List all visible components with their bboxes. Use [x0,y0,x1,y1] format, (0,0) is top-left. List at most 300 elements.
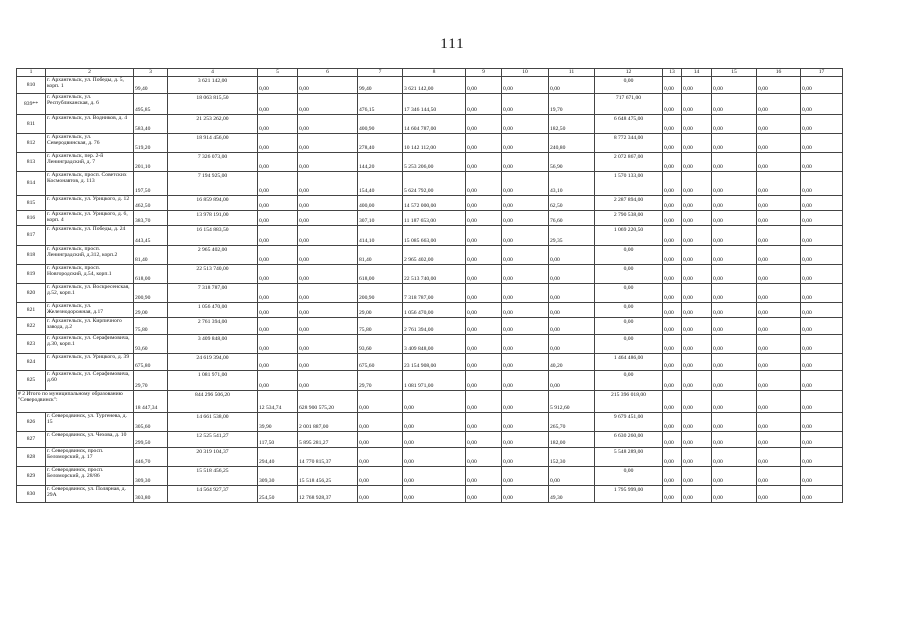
table-row [17,226,843,246]
value-cell-col-17: 0,00 [801,265,843,284]
value-cell-col-10: 0,00 [502,77,549,94]
value-cell-col-3: 675,80 [134,354,168,371]
value-cell-col-6: 0,00 [298,94,358,115]
value-cell-col-16: 0,00 [757,226,801,246]
value-cell-col-13: 0,00 [663,134,682,153]
value-cell-col-16: 0,00 [757,391,801,413]
value-cell-col-8: 1 081 971,00 [403,371,466,391]
column-header: 8 [403,69,466,77]
value-cell-col-4: 7 326 073,00 [168,153,258,172]
value-cell-col-13: 0,00 [663,318,682,335]
row-index: 820 [17,284,46,303]
value-cell-col-15: 0,00 [712,94,757,115]
value-cell-col-6: 0,00 [298,284,358,303]
value-cell-col-14: 0,00 [682,94,712,115]
value-cell-col-16: 0,00 [757,432,801,448]
value-cell-col-14: 0,00 [682,284,712,303]
value-cell-col-11: 0,00 [549,284,595,303]
value-cell-col-16: 0,00 [757,211,801,226]
value-cell-col-9: 0,00 [466,371,502,391]
row-index: 822 [17,318,46,335]
value-cell-col-12: 6 648 475,00 [595,115,663,134]
value-cell-col-10: 0,00 [502,246,549,265]
value-cell-col-6: 0,00 [298,335,358,354]
value-cell-col-9: 0,00 [466,467,502,486]
address-cell: г. Архангельск, ул. Республиканская, д. 6 [46,94,134,115]
value-cell-col-5: 0,00 [258,371,298,391]
value-cell-col-9: 0,00 [466,265,502,284]
value-cell-col-6: 14 770 815,37 [298,448,358,467]
table-row [17,448,843,467]
value-cell-col-7: 75,80 [358,318,403,335]
value-cell-col-3: 446,70 [134,448,168,467]
value-cell-col-7: 414,10 [358,226,403,246]
value-cell-col-16: 0,00 [757,448,801,467]
column-header: 15 [712,69,757,77]
value-cell-col-8: 17 346 144,50 [403,94,466,115]
value-cell-col-7: 0,00 [358,413,403,432]
value-cell-col-12: 0,00 [595,467,663,486]
row-index: 829 [17,467,46,486]
value-cell-col-15: 0,00 [712,77,757,94]
value-cell-col-16: 0,00 [757,413,801,432]
value-cell-col-15: 0,00 [712,196,757,211]
value-cell-col-14: 0,00 [682,172,712,196]
table-row [17,432,843,448]
page-number: 111 [440,36,465,52]
value-cell-col-11: 240,80 [549,134,595,153]
value-cell-col-3: 495,85 [134,94,168,115]
value-cell-col-5: 0,00 [258,318,298,335]
value-cell-col-13: 0,00 [663,467,682,486]
value-cell-col-10: 0,00 [502,486,549,503]
value-cell-col-14: 0,00 [682,115,712,134]
value-cell-col-11: 43,10 [549,172,595,196]
value-cell-col-10: 0,00 [502,172,549,196]
value-cell-col-14: 0,00 [682,448,712,467]
value-cell-col-15: 0,00 [712,211,757,226]
value-cell-col-13: 0,00 [663,211,682,226]
value-cell-col-8: 1 056 470,00 [403,303,466,318]
table-row [17,77,843,94]
value-cell-col-11: 76,60 [549,211,595,226]
value-cell-col-13: 0,00 [663,246,682,265]
value-cell-col-12: 0,00 [595,371,663,391]
value-cell-col-3: 197,50 [134,172,168,196]
value-cell-col-7: 0,00 [358,432,403,448]
value-cell-col-10: 0,00 [502,284,549,303]
value-cell-col-9: 0,00 [466,226,502,246]
table-row [17,354,843,371]
total-label: # 2 Итого по муниципальному образованию "Северодвинск": [17,391,134,413]
value-cell-col-3: 18 447,34 [134,391,168,413]
row-index: 816 [17,211,46,226]
value-cell-col-14: 0,00 [682,303,712,318]
value-cell-col-15: 0,00 [712,391,757,413]
value-cell-col-12: 0,00 [595,246,663,265]
value-cell-col-6: 628 900 575,20 [298,391,358,413]
address-cell: г. Архангельск, просп. Советских Космонавтов, д. 113 [46,172,134,196]
value-cell-col-13: 0,00 [663,354,682,371]
value-cell-col-7: 93,60 [358,335,403,354]
housing-program-table [16,68,843,503]
row-index: 814 [17,172,46,196]
value-cell-col-5: 254,50 [258,486,298,503]
value-cell-col-16: 0,00 [757,172,801,196]
value-cell-col-17: 0,00 [801,486,843,503]
row-index: 815 [17,196,46,211]
value-cell-col-4: 18 914 456,00 [168,134,258,153]
column-header: 10 [502,69,549,77]
value-cell-col-9: 0,00 [466,94,502,115]
value-cell-col-5: 0,00 [258,77,298,94]
value-cell-col-16: 0,00 [757,371,801,391]
row-index: 823 [17,335,46,354]
value-cell-col-12: 9 679 451,00 [595,413,663,432]
value-cell-col-13: 0,00 [663,265,682,284]
value-cell-col-12: 0,00 [595,77,663,94]
column-header: 2 [46,69,134,77]
value-cell-col-17: 0,00 [801,467,843,486]
value-cell-col-17: 0,00 [801,153,843,172]
column-header: 13 [663,69,682,77]
table-row [17,246,843,265]
row-index: 811 [17,115,46,134]
value-cell-col-3: 99,40 [134,77,168,94]
value-cell-col-4: 2 965 402,00 [168,246,258,265]
value-cell-col-3: 309,30 [134,467,168,486]
value-cell-col-4: 1 056 470,00 [168,303,258,318]
value-cell-col-15: 0,00 [712,226,757,246]
value-cell-col-10: 0,00 [502,153,549,172]
value-cell-col-10: 0,00 [502,467,549,486]
address-cell: г. Северодвинск, ул. Чехова, д. 10 [46,432,134,448]
value-cell-col-10: 0,00 [502,211,549,226]
value-cell-col-13: 0,00 [663,77,682,94]
value-cell-col-3: 462,50 [134,196,168,211]
value-cell-col-3: 200,90 [134,284,168,303]
address-cell: г. Архангельск, ул. Серафимовича, д.30, корп.1 [46,335,134,354]
value-cell-col-14: 0,00 [682,467,712,486]
value-cell-col-7: 0,00 [358,486,403,503]
value-cell-col-15: 0,00 [712,354,757,371]
value-cell-col-11: 0,00 [549,246,595,265]
address-cell: г. Северодвинск, ул. Полярная, д. 29А [46,486,134,503]
column-header: 5 [258,69,298,77]
value-cell-col-12: 215 396 018,00 [595,391,663,413]
value-cell-col-9: 0,00 [466,211,502,226]
value-cell-col-6: 0,00 [298,226,358,246]
value-cell-col-14: 0,00 [682,486,712,503]
value-cell-col-15: 0,00 [712,284,757,303]
value-cell-col-10: 0,00 [502,371,549,391]
value-cell-col-12: 5 548 289,00 [595,448,663,467]
value-cell-col-6: 0,00 [298,318,358,335]
address-cell: г. Архангельск, ул. Северодвинская, д. 76 [46,134,134,153]
value-cell-col-9: 0,00 [466,486,502,503]
column-header: 1 [17,69,46,77]
value-cell-col-4: 15 518 456,25 [168,467,258,486]
row-index: 818 [17,246,46,265]
value-cell-col-13: 0,00 [663,371,682,391]
row-index: 830 [17,486,46,503]
value-cell-col-4: 13 978 191,00 [168,211,258,226]
value-cell-col-13: 0,00 [663,284,682,303]
value-cell-col-4: 3 409 848,00 [168,335,258,354]
address-cell: г. Архангельск, ул. Победы, д. 5, корп. 1 [46,77,134,94]
value-cell-col-8: 0,00 [403,413,466,432]
value-cell-col-16: 0,00 [757,77,801,94]
value-cell-col-11: 29,35 [549,226,595,246]
value-cell-col-12: 717 671,00 [595,94,663,115]
value-cell-col-14: 0,00 [682,196,712,211]
value-cell-col-14: 0,00 [682,413,712,432]
value-cell-col-16: 0,00 [757,335,801,354]
table-row [17,94,843,115]
value-cell-col-11: 0,00 [549,467,595,486]
row-index: 817 [17,226,46,246]
value-cell-col-4: 844 296 506,20 [168,391,258,413]
value-cell-col-16: 0,00 [757,94,801,115]
value-cell-col-14: 0,00 [682,265,712,284]
value-cell-col-12: 0,00 [595,284,663,303]
value-cell-col-4: 16 859 894,00 [168,196,258,211]
address-cell: г. Архангельск, пер. 2-й Ленинградский, д. 7 [46,153,134,172]
value-cell-col-13: 0,00 [663,432,682,448]
column-header: 4 [168,69,258,77]
table-row [17,265,843,284]
value-cell-col-11: 0,00 [549,371,595,391]
value-cell-col-17: 0,00 [801,335,843,354]
value-cell-col-12: 0,00 [595,303,663,318]
value-cell-col-11: 0,00 [549,77,595,94]
value-cell-col-12: 8 772 344,00 [595,134,663,153]
value-cell-col-11: 19,70 [549,94,595,115]
value-cell-col-7: 0,00 [358,448,403,467]
total-row [17,391,843,413]
value-cell-col-4: 2 761 394,00 [168,318,258,335]
value-cell-col-9: 0,00 [466,448,502,467]
value-cell-col-6: 0,00 [298,115,358,134]
value-cell-col-6: 5 895 281,27 [298,432,358,448]
value-cell-col-17: 0,00 [801,284,843,303]
value-cell-col-15: 0,00 [712,371,757,391]
value-cell-col-12: 6 630 260,00 [595,432,663,448]
column-header: 6 [298,69,358,77]
value-cell-col-6: 0,00 [298,196,358,211]
value-cell-col-12: 2 287 894,00 [595,196,663,211]
address-cell: г. Архангельск, ул. Урицкого, д. 12 [46,196,134,211]
value-cell-col-14: 0,00 [682,371,712,391]
value-cell-col-16: 0,00 [757,115,801,134]
value-cell-col-8: 11 187 653,00 [403,211,466,226]
address-cell: г. Архангельск, просп. Ленинградский, д.312, корп.2 [46,246,134,265]
table-row [17,211,843,226]
value-cell-col-17: 0,00 [801,318,843,335]
value-cell-col-13: 0,00 [663,172,682,196]
value-cell-col-10: 0,00 [502,265,549,284]
value-cell-col-10: 0,00 [502,196,549,211]
value-cell-col-16: 0,00 [757,153,801,172]
value-cell-col-3: 29,70 [134,371,168,391]
table-row [17,172,843,196]
column-header: 12 [595,69,663,77]
value-cell-col-9: 0,00 [466,354,502,371]
value-cell-col-13: 0,00 [663,413,682,432]
value-cell-col-8: 23 154 908,00 [403,354,466,371]
value-cell-col-17: 0,00 [801,196,843,211]
value-cell-col-12: 0,00 [595,335,663,354]
value-cell-col-11: 0,00 [549,318,595,335]
value-cell-col-7: 400,90 [358,115,403,134]
value-cell-col-9: 0,00 [466,134,502,153]
value-cell-col-9: 0,00 [466,77,502,94]
value-cell-col-10: 0,00 [502,226,549,246]
value-cell-col-5: 39,90 [258,413,298,432]
value-cell-col-15: 0,00 [712,432,757,448]
table-row [17,303,843,318]
value-cell-col-5: 117,50 [258,432,298,448]
value-cell-col-14: 0,00 [682,432,712,448]
address-cell: г. Архангельск, ул. Урицкого, д. 39 [46,354,134,371]
value-cell-col-15: 0,00 [712,246,757,265]
address-cell: г. Архангельск, ул. Водников, д. 4 [46,115,134,134]
value-cell-col-13: 0,00 [663,486,682,503]
value-cell-col-17: 0,00 [801,448,843,467]
value-cell-col-10: 0,00 [502,432,549,448]
value-cell-col-9: 0,00 [466,153,502,172]
column-header: 14 [682,69,712,77]
value-cell-col-7: 675,60 [358,354,403,371]
value-cell-col-15: 0,00 [712,335,757,354]
value-cell-col-13: 0,00 [663,448,682,467]
value-cell-col-5: 0,00 [258,246,298,265]
value-cell-col-15: 0,00 [712,115,757,134]
table-row [17,486,843,503]
value-cell-col-10: 0,00 [502,413,549,432]
value-cell-col-13: 0,00 [663,94,682,115]
value-cell-col-16: 0,00 [757,486,801,503]
value-cell-col-5: 0,00 [258,196,298,211]
value-cell-col-3: 383,70 [134,211,168,226]
value-cell-col-9: 0,00 [466,246,502,265]
value-cell-col-8: 2 761 394,00 [403,318,466,335]
value-cell-col-15: 0,00 [712,303,757,318]
value-cell-col-7: 0,00 [358,391,403,413]
value-cell-col-6: 0,00 [298,172,358,196]
value-cell-col-5: 0,00 [258,172,298,196]
value-cell-col-8: 2 965 402,00 [403,246,466,265]
value-cell-col-3: 29,00 [134,303,168,318]
value-cell-col-3: 303,80 [134,486,168,503]
value-cell-col-6: 15 518 456,25 [298,467,358,486]
value-cell-col-13: 0,00 [663,303,682,318]
table-body [17,69,843,503]
value-cell-col-9: 0,00 [466,115,502,134]
value-cell-col-14: 0,00 [682,226,712,246]
value-cell-col-7: 476,15 [358,94,403,115]
table-row [17,134,843,153]
value-cell-col-8: 5 624 792,00 [403,172,466,196]
column-header: 11 [549,69,595,77]
value-cell-col-12: 1 570 133,00 [595,172,663,196]
row-index: 813 [17,153,46,172]
value-cell-col-3: 583,40 [134,115,168,134]
value-cell-col-10: 0,00 [502,448,549,467]
value-cell-col-9: 0,00 [466,432,502,448]
table-row [17,467,843,486]
value-cell-col-6: 0,00 [298,303,358,318]
value-cell-col-12: 2 072 867,00 [595,153,663,172]
value-cell-col-3: 305,60 [134,413,168,432]
value-cell-col-10: 0,00 [502,318,549,335]
address-cell: г. Северодвинск, просп. Беломорский, д. 28/86 [46,467,134,486]
value-cell-col-11: 0,00 [549,335,595,354]
value-cell-col-6: 0,00 [298,371,358,391]
value-cell-col-9: 0,00 [466,303,502,318]
value-cell-col-9: 0,00 [466,172,502,196]
value-cell-col-5: 294,40 [258,448,298,467]
value-cell-col-10: 0,00 [502,391,549,413]
value-cell-col-12: 1 069 220,50 [595,226,663,246]
value-cell-col-13: 0,00 [663,226,682,246]
value-cell-col-14: 0,00 [682,354,712,371]
value-cell-col-17: 0,00 [801,172,843,196]
value-cell-col-10: 0,00 [502,335,549,354]
value-cell-col-15: 0,00 [712,172,757,196]
value-cell-col-17: 0,00 [801,211,843,226]
row-index: 825 [17,371,46,391]
value-cell-col-8: 3 621 142,00 [403,77,466,94]
value-cell-col-10: 0,00 [502,354,549,371]
value-cell-col-14: 0,00 [682,335,712,354]
address-cell: г. Архангельск, ул. Серафимовича, д.60 [46,371,134,391]
value-cell-col-6: 0,00 [298,211,358,226]
value-cell-col-5: 0,00 [258,153,298,172]
row-index: 828 [17,448,46,467]
value-cell-col-8: 10 142 112,00 [403,134,466,153]
value-cell-col-16: 0,00 [757,196,801,211]
column-header: 3 [134,69,168,77]
column-header: 9 [466,69,502,77]
value-cell-col-17: 0,00 [801,94,843,115]
value-cell-col-11: 56,90 [549,153,595,172]
value-cell-col-15: 0,00 [712,265,757,284]
value-cell-col-17: 0,00 [801,246,843,265]
value-cell-col-8: 0,00 [403,432,466,448]
value-cell-col-7: 144,20 [358,153,403,172]
value-cell-col-3: 618,00 [134,265,168,284]
address-cell: г. Архангельск, ул. Воскресенская, д.52, корп.1 [46,284,134,303]
value-cell-col-17: 0,00 [801,371,843,391]
value-cell-col-15: 0,00 [712,153,757,172]
value-cell-col-17: 0,00 [801,134,843,153]
row-index: 824 [17,354,46,371]
value-cell-col-3: 201,10 [134,153,168,172]
value-cell-col-11: 49,30 [549,486,595,503]
value-cell-col-6: 0,00 [298,265,358,284]
value-cell-col-16: 0,00 [757,265,801,284]
value-cell-col-6: 2 001 887,00 [298,413,358,432]
address-cell: г. Северодвинск, ул. Тургенева, д. 15 [46,413,134,432]
value-cell-col-16: 0,00 [757,134,801,153]
row-index: 812 [17,134,46,153]
value-cell-col-8: 3 409 848,00 [403,335,466,354]
value-cell-col-16: 0,00 [757,318,801,335]
value-cell-col-6: 12 768 928,37 [298,486,358,503]
value-cell-col-13: 0,00 [663,391,682,413]
value-cell-col-17: 0,00 [801,432,843,448]
